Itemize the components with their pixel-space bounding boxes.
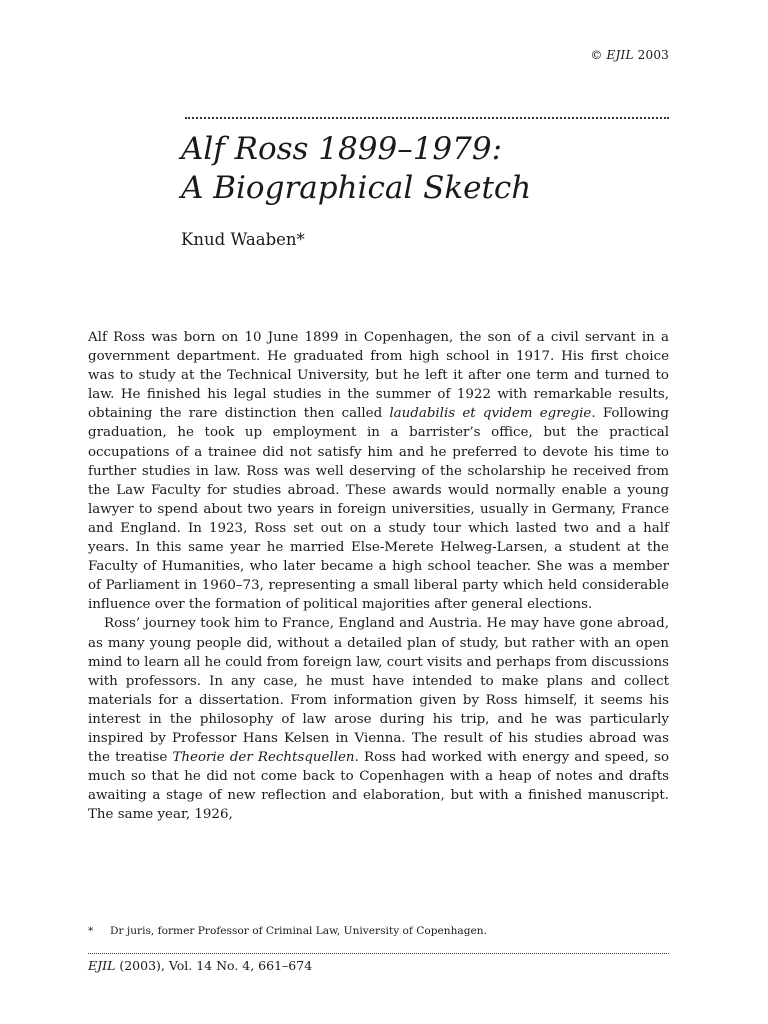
journal-name: EJIL: [88, 958, 116, 973]
title-line-2: A Biographical Sketch: [181, 170, 532, 206]
paragraph-1-italic-term: laudabilis et qvidem egregie: [389, 406, 592, 422]
copyright-notice: [590, 48, 669, 62]
paragraph-1: [88, 328, 669, 614]
paragraph-1-text-b: . Following graduation, he took up employment in a barrister’s office, but the practical occupations of a trainee did not satisfy him and he preferred to devote his time to further studies in law. Ross was well deserving of the scholarship he received from the Law Faculty for studies abroad. These awards would normally enable a young lawyer to spend about two years in foreign universities, usually in Germany, France and England. In 1923, Ross set out on a study tour which lasted two and a half years. In this same year he married Else-Merete Helweg-Larsen, a student at the Faculty of Humanities, who later became a high school teacher. She was a member of Parliament in 1960–73, representing a small liberal party which held considerable influence over the formation of political majorities after general elections.: [88, 406, 670, 613]
article-title: [181, 130, 531, 208]
paragraph-2-italic-title: Theorie der Rechtsquellen: [172, 750, 355, 766]
journal-citation: [88, 958, 312, 973]
footnote: [88, 925, 487, 937]
paragraph-1-text-a: Alf Ross was born on 10 June 1899 in Copenhagen, the son of a civil servant in a government department. He graduated from high school in 1917. His first choice was to study at the Technical University, but he left it after one term and turned to law. He finished his legal studies in the summer of 1922 with remarkable results, obtaining the rare distinction then called: [88, 330, 669, 422]
paragraph-2-text-a: Ross’ journey took him to France, England and Austria. He may have gone abroad, as many young people did, without a detailed plan of study, but rather with an open mind to learn all he could from foreign law, court visits and perhaps from discussions with professors. In any case, he must have intended to make plans and collect materials for a dissertation. From information given by Ross himself, it seems his interest in the philosophy of law arose during his trip, and he was particularly inspired by Professor Hans Kelsen in Vienna. The result of his studies abroad was the treatise: [88, 616, 669, 766]
footer-divider: [88, 953, 669, 954]
copyright-journal: EJIL: [606, 48, 634, 62]
journal-volume-pages: (2003), Vol. 14 No. 4, 661–674: [115, 958, 313, 973]
author-name: Knud Waaben*: [181, 230, 305, 249]
title-divider: [185, 117, 669, 119]
footnote-mark: *: [88, 925, 94, 937]
copyright-symbol: ©: [590, 48, 603, 62]
paragraph-2: [88, 614, 669, 824]
article-body: [88, 328, 669, 824]
footnote-text: Dr juris, former Professor of Criminal Law, University of Copenhagen.: [110, 925, 487, 937]
paragraph-2-text-b: . Ross had worked with energy and speed, so much so that he did not come back to Copenhagen with a heap of notes and drafts awaiting a stage of new reflection and elaboration, but with a finished manuscript. The same year, 1926,: [88, 750, 670, 823]
title-line-1: Alf Ross 1899–1979:: [181, 131, 503, 167]
copyright-year: 2003: [637, 48, 669, 62]
